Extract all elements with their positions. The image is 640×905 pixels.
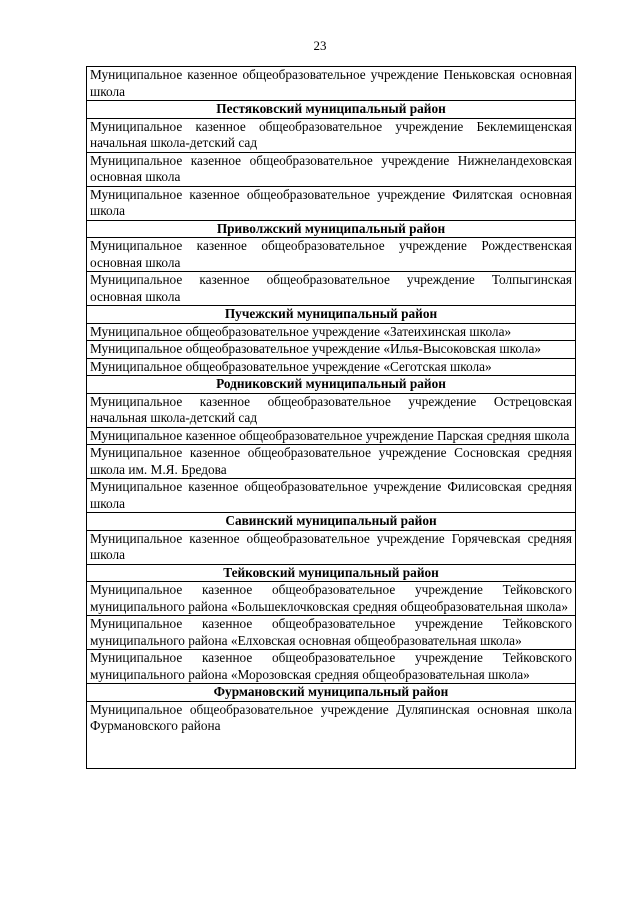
district-heading-row [87, 220, 576, 238]
district-name: Савинский муниципальный район [87, 513, 576, 531]
district-heading-row [87, 564, 576, 582]
district-heading-row [87, 306, 576, 324]
school-row [87, 582, 576, 616]
page-number: 23 [313, 38, 327, 53]
schools-table [86, 66, 576, 769]
school-name: Муниципальное казенное общеобразовательное учреждение Филисовская средняя школа [87, 479, 576, 513]
school-row [87, 186, 576, 220]
school-name: Муниципальное казенное общеобразовательное учреждение Беклемищенская начальная школа-детский сад [87, 118, 576, 152]
school-row [87, 479, 576, 513]
school-name: Муниципальное казенное общеобразовательное учреждение Рождественская основная школа [87, 238, 576, 272]
school-row [87, 393, 576, 427]
district-heading-row [87, 684, 576, 702]
school-row [87, 701, 576, 768]
district-heading-row [87, 376, 576, 394]
school-name: Муниципальное казенное общеобразовательное учреждение Парская средняя школа [87, 427, 576, 445]
school-row [87, 118, 576, 152]
school-name: Муниципальное казенное общеобразовательное учреждение Толпыгинская основная школа [87, 272, 576, 306]
school-row [87, 445, 576, 479]
district-name: Пестяковский муниципальный район [87, 101, 576, 119]
school-name: Муниципальное казенное общеобразовательное учреждение Острецовская начальная школа-детский сад [87, 393, 576, 427]
school-row [87, 67, 576, 101]
school-row [87, 238, 576, 272]
school-name: Муниципальное казенное общеобразовательное учреждение Тейковского муниципального района «Елховская основная общеобразовательная школа» [87, 616, 576, 650]
schools-table-body [87, 67, 576, 769]
school-name: Муниципальное общеобразовательное учреждение Дуляпинская основная школа Фурмановского района [87, 701, 576, 768]
school-row [87, 650, 576, 684]
school-name: Муниципальное общеобразовательное учреждение «Илья-Высоковская школа» [87, 341, 576, 359]
district-heading-row [87, 513, 576, 531]
district-name: Пучежский муниципальный район [87, 306, 576, 324]
school-row [87, 616, 576, 650]
school-row [87, 152, 576, 186]
school-name: Муниципальное казенное общеобразовательное учреждение Тейковского муниципального района «Морозовская средняя общеобразовательная школа» [87, 650, 576, 684]
school-row [87, 272, 576, 306]
district-heading-row [87, 101, 576, 119]
school-name: Муниципальное казенное общеобразовательное учреждение Сосновская средняя школа им. М.Я. Бредова [87, 445, 576, 479]
school-row [87, 530, 576, 564]
school-name: Муниципальное казенное общеобразовательное учреждение Тейковского муниципального района «Большеклочковская средняя общеобразовательная школа» [87, 582, 576, 616]
school-name: Муниципальное казенное общеобразовательное учреждение Горячевская средняя школа [87, 530, 576, 564]
district-name: Родниковский муниципальный район [87, 376, 576, 394]
school-name: Муниципальное общеобразовательное учреждение «Затеихинская школа» [87, 323, 576, 341]
district-name: Приволжский муниципальный район [87, 220, 576, 238]
district-name: Тейковский муниципальный район [87, 564, 576, 582]
school-row [87, 323, 576, 341]
school-name: Муниципальное казенное общеобразовательное учреждение Нижнеландеховская основная школа [87, 152, 576, 186]
school-row [87, 427, 576, 445]
school-name: Муниципальное общеобразовательное учреждение «Сеготская школа» [87, 358, 576, 376]
school-row [87, 358, 576, 376]
school-name: Муниципальное казенное общеобразовательное учреждение Пеньковская основная школа [87, 67, 576, 101]
school-row [87, 341, 576, 359]
district-name: Фурмановский муниципальный район [87, 684, 576, 702]
school-name: Муниципальное казенное общеобразовательное учреждение Филятская основная школа [87, 186, 576, 220]
